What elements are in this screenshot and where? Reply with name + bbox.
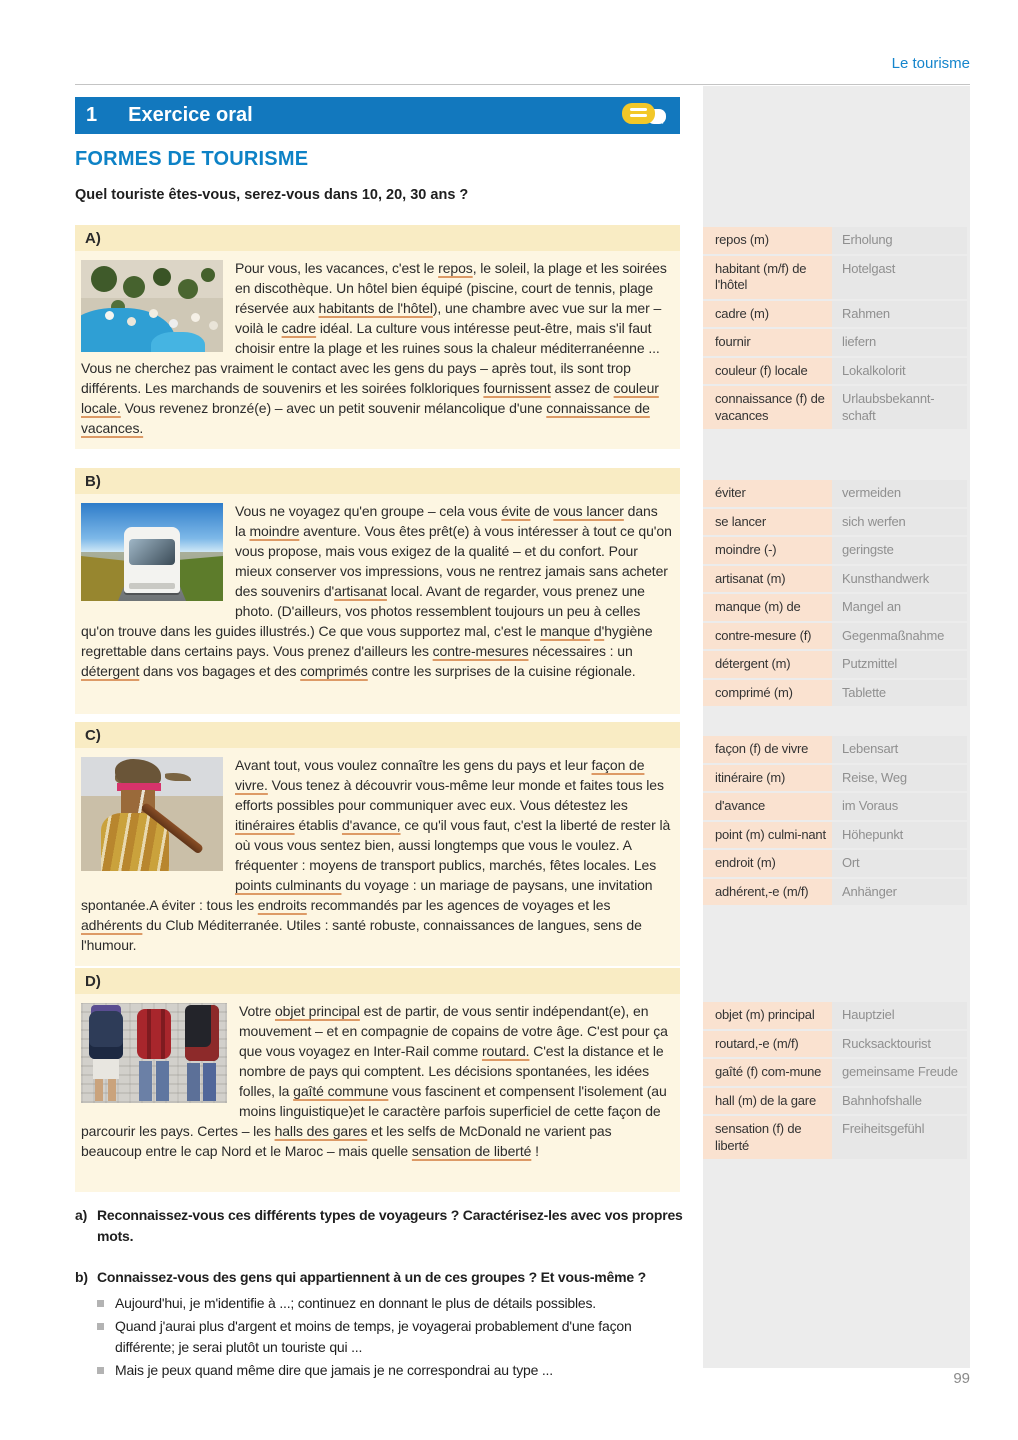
vocab-term-underlined: itinéraires <box>235 817 295 833</box>
vocab-translation-de: Mangel an <box>832 594 967 621</box>
vocab-row <box>703 256 967 299</box>
photo-didgeridoo-player <box>81 757 223 871</box>
vocab-term-fr: sensation (f) de liberté <box>703 1116 832 1159</box>
bullet-item <box>97 1360 683 1381</box>
question-b-label: b) <box>75 1269 88 1285</box>
vocab-row <box>703 301 967 328</box>
photo-shape <box>129 583 175 589</box>
vocab-row <box>703 651 967 678</box>
vocab-term-underlined: moindre <box>249 523 300 539</box>
question-a <box>75 1205 683 1247</box>
vocab-row <box>703 509 967 536</box>
photo-shape <box>91 266 117 292</box>
vocab-term-underlined: manque <box>540 623 591 639</box>
vocab-group-a <box>703 227 967 431</box>
vocab-term-underlined: points culminants <box>235 877 342 893</box>
body-text: dans la <box>235 503 658 539</box>
body-text: aventure. Vous êtes prêt(e) à vous intéresser à tout ce qu'on vous propose, mais vous exigez de la qualité – et du confort. Pour mieux conserver vos impressions, vous ne rentrez jamais sans acheter des souvenirs d' <box>235 523 672 599</box>
vocab-term-fr: contre-mesure (f) <box>703 623 832 650</box>
vocab-term-fr: itinéraire (m) <box>703 765 832 792</box>
vocab-translation-de: Urlaubsbekannt-schaft <box>832 386 967 429</box>
vocab-term-underlined: routard. <box>481 1043 530 1059</box>
question-b-bullets <box>97 1291 683 1381</box>
header-divider <box>75 84 970 85</box>
chapter-header: Le tourisme <box>891 55 970 72</box>
vocab-term-fr: détergent (m) <box>703 651 832 678</box>
vocab-term-fr: habitant (m/f) de l'hôtel <box>703 256 832 299</box>
photo-shape <box>93 1059 119 1079</box>
exercise-title: Exercice oral <box>128 104 253 126</box>
vocab-term-underlined: gaîté commune <box>293 1083 389 1099</box>
vocab-term-underlined: comprimés <box>300 663 368 679</box>
vocab-translation-de: Gegenmaßnahme <box>832 623 967 650</box>
vocab-term-fr: manque (m) de <box>703 594 832 621</box>
body-text: ), une chambre avec vue sur la mer – voilà le <box>235 300 662 336</box>
vocab-term-fr: hall (m) de la gare <box>703 1088 832 1115</box>
vocab-row <box>703 480 967 507</box>
vocab-term-fr: fournir <box>703 329 832 356</box>
vocab-translation-de: Freiheitsgefühl <box>832 1116 967 1159</box>
body-text: nécessaires : un <box>528 643 633 659</box>
vocab-term-fr: gaîté (f) com-mune <box>703 1059 832 1086</box>
body-text: local. Avant de regarder, vous prenez une photo. (D'ailleurs, vos photos ressemblent toujours un peu à celles qu'on trouve dans les guides illustrés.) Ce que vous supportez mal, c'est le <box>81 583 645 639</box>
vocab-term-underlined: halls des gares <box>274 1123 368 1139</box>
body-text: et les selfs de McDonald ne varient pas beaucoup entre le cap Nord et le Maroc – mais quelle <box>81 1123 612 1159</box>
vocab-translation-de: im Voraus <box>832 793 967 820</box>
vocab-translation-de: geringste <box>832 537 967 564</box>
photo-shape <box>187 1063 200 1101</box>
vocab-row <box>703 1088 967 1115</box>
vocab-translation-de: Erholung <box>832 227 967 254</box>
vocab-translation-de: Rahmen <box>832 301 967 328</box>
block-b-label: B) <box>75 468 680 494</box>
body-text: assez de <box>550 380 614 396</box>
block-a-label: A) <box>75 225 680 251</box>
vocab-row <box>703 850 967 877</box>
vocab-term-fr: adhérent,-e (m/f) <box>703 879 832 906</box>
vocab-term-fr: moindre (-) <box>703 537 832 564</box>
vocab-row <box>703 358 967 385</box>
vocab-translation-de: vermeiden <box>832 480 967 507</box>
vocab-translation-de: Lebensart <box>832 736 967 763</box>
vocab-term-fr: point (m) culmi-nant <box>703 822 832 849</box>
vocab-term-underlined: endroits <box>257 897 307 913</box>
vocab-translation-de: Hauptziel <box>832 1002 967 1029</box>
body-text: contre les surprises de la cuisine régionale. <box>367 663 636 679</box>
photo-shape <box>151 332 205 352</box>
vocab-translation-de: Höhepunkt <box>832 822 967 849</box>
question-a-text: Reconnaissez-vous ces différents types de voyageurs ? Caractérisez-les avec vos propres mots. <box>97 1207 683 1244</box>
vocab-translation-de: Hotelgast <box>832 256 967 299</box>
vocab-term-underlined: évite <box>501 503 531 519</box>
vocab-term-fr: objet (m) principal <box>703 1002 832 1029</box>
body-text: idéal. La culture vous intéresse peut-être, mais s'il faut choisir entre la plage et les ruines sous la chaleur méditerranéenne ... Vous ne cherchez pas vraiment le contact avec les gens du pays – après tout, ils sont trop différents. Les marchands de souvenirs et les soirées folkloriques <box>81 320 660 396</box>
question-b-text: Connaissez-vous des gens qui appartiennent à un de ces groupes ? Et vous-même ? <box>97 1269 646 1285</box>
body-text: hygiène regrettable dans certains pays. Vous prenez d'ailleurs les <box>81 623 653 659</box>
vocab-term-underlined: façon de vivre. <box>235 757 645 793</box>
body-text: établis <box>294 817 342 833</box>
photo-shape <box>137 1009 171 1059</box>
body-text: vous fascinent et compensent l'isolement (au moins linguistique)et le caractère parfois superficiel de cette façon de parcourir les pays. Certes – les <box>81 1083 667 1139</box>
body-text: est de partir, de vous sentir indépendant(e), en mouvement – et en compagnie de copains de votre âge. C'est pour ça que vous voyagez en Inter-Rail comme <box>239 1003 668 1059</box>
bullet-square-icon <box>97 1323 104 1330</box>
photo-shape <box>185 1005 219 1061</box>
exercise-banner <box>75 97 680 134</box>
vocab-term-underlined: couleur locale. <box>81 380 659 416</box>
vocab-row <box>703 227 967 254</box>
vocab-row <box>703 329 967 356</box>
vocab-row <box>703 1031 967 1058</box>
body-text: Pour vous, les vacances, c'est le <box>235 260 439 276</box>
vocab-row <box>703 1116 967 1159</box>
body-text: recommandés par les agences de voyages et les <box>306 897 611 913</box>
body-text: , le soleil, la plage et les soirées en discothèque. Un hôtel bien équipé (piscine, court de tennis, plage réservée aux <box>235 260 667 316</box>
vocab-row <box>703 879 967 906</box>
body-text: Vous tenez à découvrir vous-même leur monde et faites tous les efforts possibles pour communiquer avec eux. Vous détestez les <box>235 777 664 813</box>
vocab-group-d <box>703 1002 967 1161</box>
vocab-term-underlined: contre-mesures <box>432 643 529 659</box>
vocab-translation-de: Bahnhofshalle <box>832 1088 967 1115</box>
vocab-term-underlined: objet principal <box>274 1003 360 1019</box>
body-text: ! <box>531 1143 539 1159</box>
vocab-term-underlined: adhérents <box>81 917 143 933</box>
vocab-row <box>703 822 967 849</box>
body-text: C'est la distance et le nombre de pays qui comptent. Les décisions spontanées, les idées folles, la <box>239 1043 664 1099</box>
vocab-translation-de: Rucksacktourist <box>832 1031 967 1058</box>
vocab-term-underlined: repos <box>438 260 473 276</box>
vocab-row <box>703 594 967 621</box>
vocab-term-fr: artisanat (m) <box>703 566 832 593</box>
section-heading: FORMES DE TOURISME <box>75 148 309 170</box>
vocab-term-underlined: cadre <box>281 320 317 336</box>
vocab-translation-de: liefern <box>832 329 967 356</box>
vocab-term-underlined: connaissance de vacances. <box>81 400 650 436</box>
vocab-term-underlined: artisanat <box>334 583 387 599</box>
vocab-row <box>703 386 967 429</box>
bullet-item <box>97 1316 683 1358</box>
vocab-term-fr: endroit (m) <box>703 850 832 877</box>
body-text: Votre <box>239 1003 275 1019</box>
vocab-translation-de: Lokalkolorit <box>832 358 967 385</box>
vocab-term-fr: repos (m) <box>703 227 832 254</box>
body-text: ce qu'il vous faut, c'est la liberté de rester là où vous vous sentez bien, aussi longtemps que vous le voulez. A fréquenter : moyens de transport publics, marchés, fêtes locales. Les <box>235 817 671 873</box>
photo-hotel-pool-aerial <box>81 260 223 352</box>
speech-bubble-lines-shape <box>630 108 647 111</box>
vocab-translation-de: Kunsthandwerk <box>832 566 967 593</box>
vocab-term-fr: comprimé (m) <box>703 680 832 707</box>
vocab-row <box>703 537 967 564</box>
bullet-square-icon <box>97 1300 104 1307</box>
question-a-label: a) <box>75 1207 88 1223</box>
exercise-number: 1 <box>86 104 98 126</box>
bullet-text: Mais je peux quand même dire que jamais je ne correspondrai au type ... <box>115 1362 553 1378</box>
body-text: Vous ne voyagez qu'en groupe – cela vous <box>235 503 502 519</box>
body-text: de <box>530 503 554 519</box>
photo-backpackers-from-behind <box>81 1003 227 1103</box>
vocab-row <box>703 1002 967 1029</box>
vocab-term-underlined: habitants de l'hôtel <box>318 300 433 316</box>
vocab-term-underlined: fournissent <box>483 380 551 396</box>
vocab-translation-de: Reise, Weg <box>832 765 967 792</box>
vocab-translation-de: gemeinsame Freude <box>832 1059 967 1086</box>
bullet-square-icon <box>97 1367 104 1374</box>
body-text: dans vos bagages et des <box>139 663 301 679</box>
photo-shape <box>95 1079 103 1101</box>
vocab-term-underlined: d' <box>593 623 605 639</box>
photo-shape <box>105 311 114 320</box>
vocab-sidebar <box>703 86 970 1368</box>
speech-bubble-yellow-shape <box>622 103 655 124</box>
bullet-text: Quand j'aurai plus d'argent et moins de temps, je voyagerai probablement d'une façon différente; je serai plutôt un touriste qui ... <box>115 1318 632 1355</box>
vocab-translation-de: Tablette <box>832 680 967 707</box>
block-d <box>75 968 680 1192</box>
block-a <box>75 225 680 449</box>
vocab-translation-de: Anhänger <box>832 879 967 906</box>
vocab-translation-de: sich werfen <box>832 509 967 536</box>
vocab-term-underlined: détergent <box>81 663 140 679</box>
photo-shape <box>139 1061 152 1101</box>
vocab-translation-de: Ort <box>832 850 967 877</box>
vocab-row <box>703 1059 967 1086</box>
speech-bubbles-icon <box>620 100 668 132</box>
vocab-row <box>703 736 967 763</box>
vocab-term-fr: cadre (m) <box>703 301 832 328</box>
body-text: du voyage : un mariage de paysans, une invitation spontanée.A éviter : tous les <box>81 877 653 913</box>
intro-question: Quel touriste êtes-vous, serez-vous dans 10, 20, 30 ans ? <box>75 187 469 203</box>
block-c <box>75 722 680 966</box>
vocab-row <box>703 566 967 593</box>
photo-shape <box>129 539 175 565</box>
vocab-term-fr: routard,-e (m/f) <box>703 1031 832 1058</box>
bullet-item <box>97 1293 683 1314</box>
vocab-term-fr: connaissance (f) de vacances <box>703 386 832 429</box>
vocab-term-fr: façon (f) de vivre <box>703 736 832 763</box>
vocab-term-fr: couleur (f) locale <box>703 358 832 385</box>
body-text: du Club Méditerranée. Utiles : santé robuste, connaissances de langues, sens de l'humour. <box>81 917 642 953</box>
body-text: Avant tout, vous voulez connaître les gens du pays et leur <box>235 757 592 773</box>
block-c-label: C) <box>75 722 680 748</box>
vocab-group-c <box>703 736 967 907</box>
vocab-row <box>703 623 967 650</box>
body-text: Vous revenez bronzé(e) – avec un petit souvenir mélancolique d'une <box>120 400 547 416</box>
question-b <box>75 1267 683 1381</box>
photo-tour-bus-on-road <box>81 503 223 601</box>
vocab-row <box>703 793 967 820</box>
block-b <box>75 468 680 714</box>
block-d-label: D) <box>75 968 680 994</box>
vocab-term-fr: se lancer <box>703 509 832 536</box>
bullet-text: Aujourd'hui, je m'identifie à ...; continuez en donnant le plus de détails possibles. <box>115 1295 596 1311</box>
page-number: 99 <box>953 1370 970 1387</box>
vocab-term-underlined: sensation de liberté <box>411 1143 532 1159</box>
vocab-term-underlined: d'avance, <box>341 817 401 833</box>
photo-shape <box>89 1011 123 1059</box>
vocab-translation-de: Putzmittel <box>832 651 967 678</box>
vocab-row <box>703 680 967 707</box>
vocab-term-fr: d'avance <box>703 793 832 820</box>
vocab-term-underlined: vous lancer <box>553 503 624 519</box>
vocab-term-fr: éviter <box>703 480 832 507</box>
vocab-row <box>703 765 967 792</box>
vocab-group-b <box>703 480 967 708</box>
